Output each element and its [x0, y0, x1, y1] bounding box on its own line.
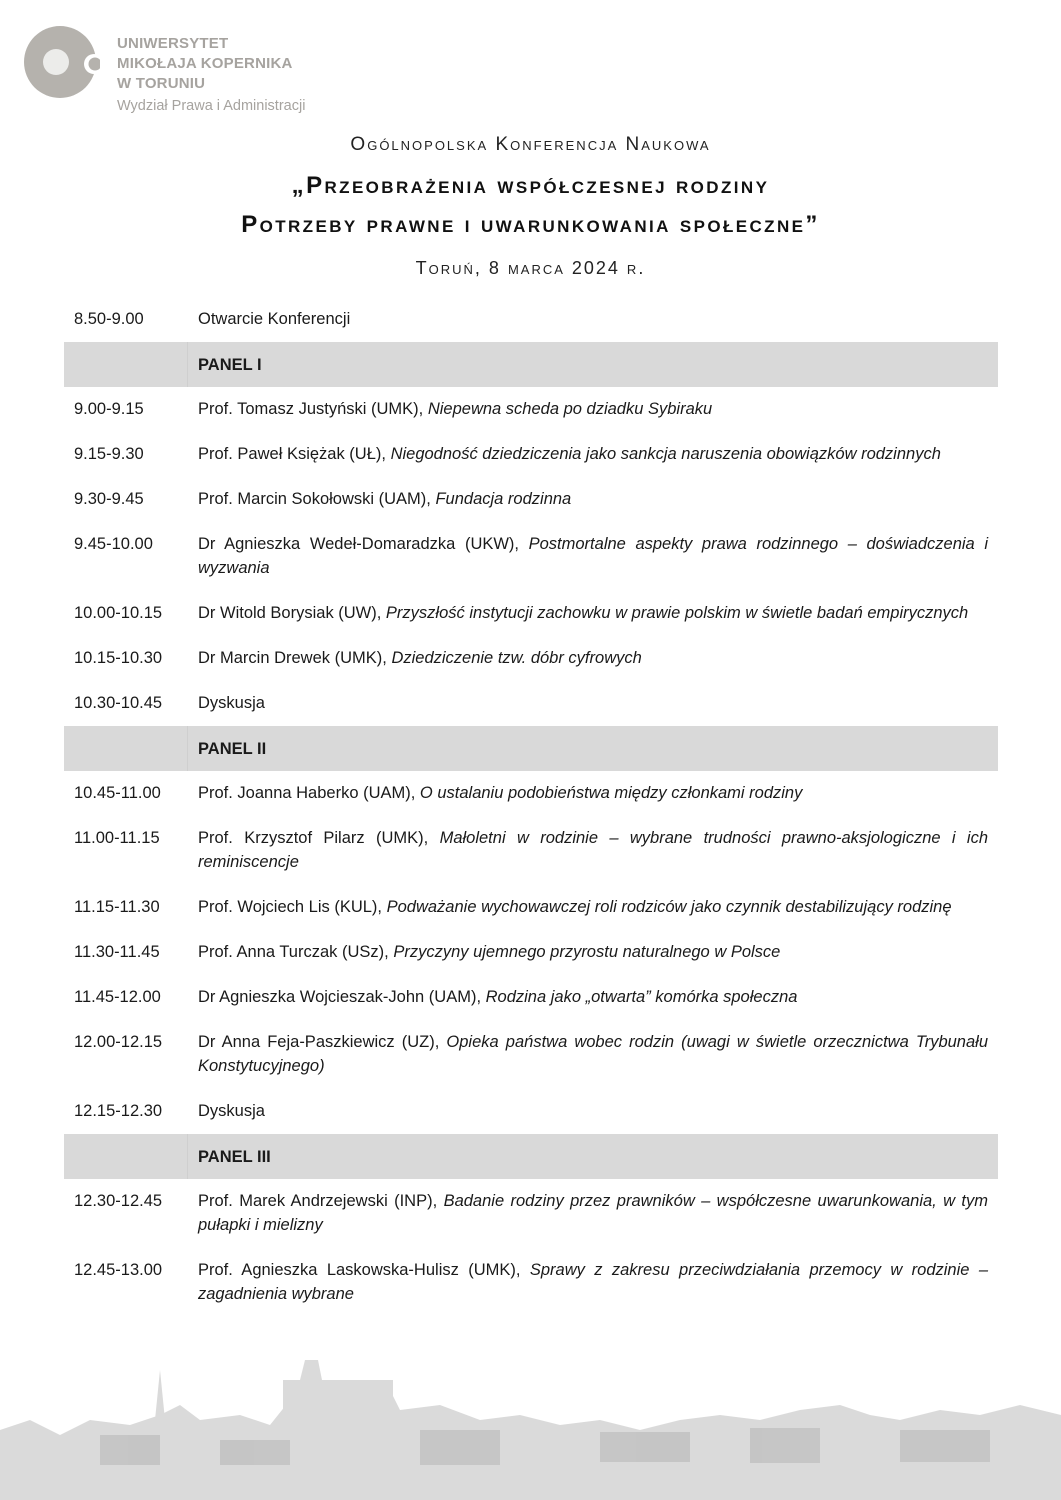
- speaker: Otwarcie Konferencji: [198, 310, 351, 328]
- umk-logo-icon: [24, 24, 100, 100]
- schedule-row: [64, 975, 998, 1020]
- panel-label: PANEL II: [198, 739, 267, 758]
- session-description: [188, 1258, 998, 1306]
- speaker: Prof. Krzysztof Pilarz (UMK),: [198, 829, 440, 847]
- speaker: Prof. Agnieszka Laskowska-Hulisz (UMK),: [198, 1261, 530, 1279]
- speaker: Prof. Wojciech Lis (KUL),: [198, 898, 387, 916]
- session-description: [188, 487, 998, 511]
- time-slot: 9.30-9.45: [74, 490, 144, 508]
- schedule-row: [64, 1248, 998, 1317]
- session-description: [188, 985, 998, 1009]
- panel-header-row: [64, 342, 998, 387]
- schedule-row: [64, 477, 998, 522]
- speaker: Dr Anna Feja-Paszkiewicz (UZ),: [198, 1033, 447, 1051]
- session-description: [188, 940, 998, 964]
- conference-title-line1: „Przeobrażenia współczesnej rodziny: [291, 172, 770, 199]
- talk-title: O ustalaniu podobieństwa między członkami rodziny: [419, 784, 803, 802]
- university-name-line2: MIKOŁAJA KOPERNIKA: [117, 55, 293, 72]
- time-slot: 10.00-10.15: [74, 604, 163, 622]
- speaker: Prof. Marcin Sokołowski (UAM),: [198, 490, 436, 508]
- schedule-row: [64, 885, 998, 930]
- time-slot: 11.00-11.15: [74, 829, 160, 847]
- speaker: Prof. Anna Turczak (USz),: [198, 943, 394, 961]
- session-description: [188, 1099, 998, 1123]
- logo-text: [117, 34, 305, 117]
- panel-label: PANEL I: [198, 355, 262, 374]
- talk-title: Opieka państwa wobec rodzin (uwagi w świetle orzecznictwa Trybunału Konstytucyjnego): [198, 1033, 988, 1075]
- time-slot: 11.30-11.45: [74, 943, 160, 961]
- schedule-row: [64, 771, 998, 816]
- conference-type: Ogólnopolska Konferencja Naukowa: [350, 134, 711, 155]
- time-slot: 12.00-12.15: [74, 1033, 163, 1051]
- session-description: [188, 1189, 998, 1237]
- session-description: [188, 826, 998, 874]
- time-slot: 9.45-10.00: [74, 535, 153, 553]
- session-description: [188, 601, 998, 625]
- talk-title: Postmortalne aspekty prawa rodzinnego – doświadczenia i wyzwania: [198, 535, 988, 577]
- schedule-row: [64, 522, 998, 591]
- panel-time-cell: [64, 1134, 188, 1179]
- time-slot: 12.30-12.45: [74, 1192, 163, 1210]
- session-description: [188, 646, 998, 670]
- time-slot: 9.00-9.15: [74, 400, 144, 418]
- schedule-row: [64, 1089, 998, 1134]
- session-description: [188, 781, 998, 805]
- schedule-row: [64, 432, 998, 477]
- speaker: Dr Witold Borysiak (UW),: [198, 604, 386, 622]
- university-logo: [24, 24, 344, 114]
- panel-time-cell: [64, 726, 188, 771]
- university-name-line1: UNIWERSYTET: [117, 35, 229, 52]
- session-description: [188, 1030, 998, 1078]
- talk-title: Sprawy z zakresu przeciwdziałania przemocy w rodzinie – zagadnienia wybrane: [198, 1261, 988, 1303]
- session-description: [188, 442, 998, 466]
- schedule-row: [64, 816, 998, 885]
- speaker: Prof. Tomasz Justyński (UMK),: [198, 400, 428, 418]
- talk-title: Dziedziczenie tzw. dóbr cyfrowych: [391, 649, 642, 667]
- time-slot: 11.45-12.00: [74, 988, 161, 1006]
- panel-header-row: [64, 726, 998, 771]
- speaker: Prof. Joanna Haberko (UAM),: [198, 784, 420, 802]
- time-slot: 10.15-10.30: [74, 649, 163, 667]
- session-description: [188, 307, 998, 331]
- time-slot: 10.45-11.00: [74, 784, 161, 802]
- panel-label: PANEL III: [198, 1147, 271, 1166]
- panel-header-row: [64, 1134, 998, 1179]
- schedule-row: [64, 1179, 998, 1248]
- speaker: Prof. Marek Andrzejewski (INP),: [198, 1192, 444, 1210]
- talk-title: Małoletni w rodzinie – wybrane trudności prawno-aksjologiczne i ich reminiscencje: [198, 829, 988, 871]
- torun-skyline-illustration: [0, 1360, 1061, 1500]
- schedule-row: [64, 930, 998, 975]
- time-slot: 9.15-9.30: [74, 445, 144, 463]
- speaker: Dr Agnieszka Wojcieszak-John (UAM),: [198, 988, 486, 1006]
- speaker: Dr Agnieszka Wedeł-Domaradzka (UKW),: [198, 535, 529, 553]
- time-slot: 10.30-10.45: [74, 694, 163, 712]
- talk-title: Badanie rodziny przez prawników – współczesne uwarunkowania, w tym pułapki i mielizny: [198, 1192, 988, 1234]
- time-slot: 8.50-9.00: [74, 310, 144, 328]
- session-description: [188, 397, 998, 421]
- schedule-row: [64, 681, 998, 726]
- talk-title: Niegodność dziedziczenia jako sankcja naruszenia obowiązków rodzinnych: [390, 445, 941, 463]
- session-description: [188, 691, 998, 715]
- schedule-row: [64, 387, 998, 432]
- speaker: Dr Marcin Drewek (UMK),: [198, 649, 392, 667]
- schedule-row: [64, 1020, 998, 1089]
- conference-date-place: Toruń, 8 marca 2024 r.: [415, 258, 646, 278]
- schedule-row: [64, 297, 998, 342]
- schedule-table: [64, 297, 998, 1317]
- talk-title: Przyczyny ujemnego przyrostu naturalnego w Polsce: [393, 943, 781, 961]
- faculty-name: Wydział Prawa i Administracji: [117, 98, 306, 114]
- talk-title: Przyszłość instytucji zachowku w prawie polskim w świetle badań empirycznych: [385, 604, 969, 622]
- speaker: Dyskusja: [198, 1102, 265, 1120]
- time-slot: 12.45-13.00: [74, 1261, 163, 1279]
- schedule-row: [64, 591, 998, 636]
- talk-title: Rodzina jako „otwarta” komórka społeczna: [485, 988, 798, 1006]
- time-slot: 11.15-11.30: [74, 898, 160, 916]
- university-name-line3: W TORUNIU: [117, 75, 206, 92]
- talk-title: Podważanie wychowawczej roli rodziców jako czynnik destabilizujący rodzinę: [386, 898, 952, 916]
- conference-title-line2: Potrzeby prawne i uwarunkowania społeczne”: [241, 211, 820, 238]
- session-description: [188, 895, 998, 919]
- speaker: Dyskusja: [198, 694, 265, 712]
- panel-time-cell: [64, 342, 188, 387]
- talk-title: Niepewna scheda po dziadku Sybiraku: [427, 400, 713, 418]
- speaker: Prof. Paweł Księżak (UŁ),: [198, 445, 391, 463]
- session-description: [188, 532, 998, 580]
- talk-title: Fundacja rodzinna: [435, 490, 572, 508]
- time-slot: 12.15-12.30: [74, 1102, 163, 1120]
- schedule-row: [64, 636, 998, 681]
